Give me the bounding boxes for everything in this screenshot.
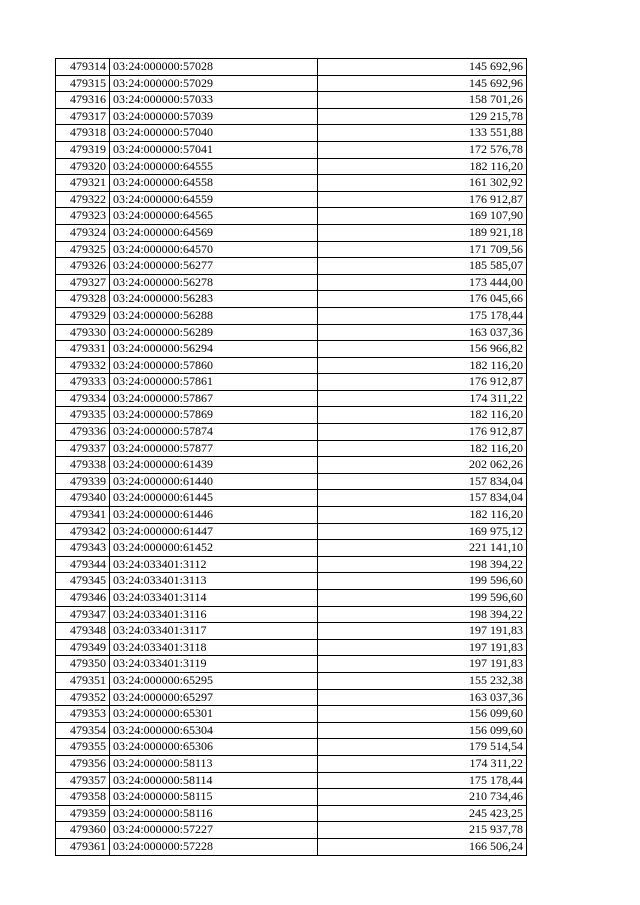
cadastral-value-cell: 158 701,26 xyxy=(318,92,527,109)
cadastral-number-cell: 03:24:000000:61445 xyxy=(110,490,318,507)
table-row xyxy=(56,772,527,789)
cadastral-number-cell: 03:24:000000:65295 xyxy=(110,672,318,689)
cadastral-value-cell: 166 506,24 xyxy=(318,838,527,855)
row-number-cell: 479315 xyxy=(56,75,110,92)
table-row xyxy=(56,324,527,341)
cadastral-value-cell: 198 394,22 xyxy=(318,606,527,623)
row-number-cell: 479333 xyxy=(56,374,110,391)
table-row xyxy=(56,573,527,590)
cadastral-value-cell: 145 692,96 xyxy=(318,59,527,76)
cadastral-number-cell: 03:24:000000:65306 xyxy=(110,739,318,756)
cadastral-value-cell: 172 576,78 xyxy=(318,141,527,158)
table-row xyxy=(56,158,527,175)
cadastral-number-cell: 03:24:000000:56278 xyxy=(110,274,318,291)
table-row xyxy=(56,241,527,258)
cadastral-value-cell: 169 975,12 xyxy=(318,523,527,540)
cadastral-value-cell: 199 596,60 xyxy=(318,573,527,590)
table-row xyxy=(56,689,527,706)
cadastral-number-cell: 03:24:000000:64570 xyxy=(110,241,318,258)
row-number-cell: 479361 xyxy=(56,838,110,855)
row-number-cell: 479325 xyxy=(56,241,110,258)
table-row xyxy=(56,639,527,656)
cadastral-number-cell: 03:24:000000:57867 xyxy=(110,390,318,407)
table-row xyxy=(56,706,527,723)
cadastral-value-cell: 155 232,38 xyxy=(318,672,527,689)
cadastral-number-cell: 03:24:000000:56288 xyxy=(110,307,318,324)
row-number-cell: 479351 xyxy=(56,672,110,689)
cadastral-value-cell: 182 116,20 xyxy=(318,407,527,424)
cadastral-number-cell: 03:24:000000:57041 xyxy=(110,141,318,158)
cadastral-number-cell: 03:24:000000:57040 xyxy=(110,125,318,142)
table-row xyxy=(56,125,527,142)
table-row xyxy=(56,75,527,92)
cadastral-value-cell: 133 551,88 xyxy=(318,125,527,142)
table-row xyxy=(56,440,527,457)
table-row xyxy=(56,208,527,225)
row-number-cell: 479339 xyxy=(56,473,110,490)
cadastral-number-cell: 03:24:000000:57869 xyxy=(110,407,318,424)
cadastral-value-cell: 156 966,82 xyxy=(318,341,527,358)
table-row xyxy=(56,606,527,623)
cadastral-number-cell: 03:24:033401:3117 xyxy=(110,623,318,640)
table-row xyxy=(56,108,527,125)
row-number-cell: 479356 xyxy=(56,755,110,772)
cadastral-value-cell: 182 116,20 xyxy=(318,357,527,374)
cadastral-number-cell: 03:24:000000:61440 xyxy=(110,473,318,490)
cadastral-number-cell: 03:24:000000:58114 xyxy=(110,772,318,789)
cadastral-value-cell: 199 596,60 xyxy=(318,590,527,607)
table-row xyxy=(56,407,527,424)
cadastral-number-cell: 03:24:000000:57860 xyxy=(110,357,318,374)
table-row xyxy=(56,739,527,756)
table-row xyxy=(56,755,527,772)
row-number-cell: 479354 xyxy=(56,722,110,739)
table-body xyxy=(56,59,527,856)
cadastral-value-cell: 176 912,87 xyxy=(318,191,527,208)
row-number-cell: 479337 xyxy=(56,440,110,457)
cadastral-value-cell: 198 394,22 xyxy=(318,556,527,573)
cadastral-value-cell: 173 444,00 xyxy=(318,274,527,291)
row-number-cell: 479359 xyxy=(56,805,110,822)
cadastral-value-cell: 163 037,36 xyxy=(318,324,527,341)
cadastral-value-cell: 161 302,92 xyxy=(318,175,527,192)
row-number-cell: 479352 xyxy=(56,689,110,706)
row-number-cell: 479334 xyxy=(56,390,110,407)
table-row xyxy=(56,59,527,76)
row-number-cell: 479336 xyxy=(56,424,110,441)
table-row xyxy=(56,457,527,474)
cadastral-number-cell: 03:24:000000:57028 xyxy=(110,59,318,76)
table-row xyxy=(56,789,527,806)
table-row xyxy=(56,805,527,822)
table-row xyxy=(56,307,527,324)
cadastral-value-cell: 215 937,78 xyxy=(318,822,527,839)
cadastral-number-cell: 03:24:000000:57874 xyxy=(110,424,318,441)
cadastral-number-cell: 03:24:033401:3118 xyxy=(110,639,318,656)
row-number-cell: 479346 xyxy=(56,590,110,607)
cadastral-number-cell: 03:24:000000:65297 xyxy=(110,689,318,706)
cadastral-number-cell: 03:24:033401:3113 xyxy=(110,573,318,590)
row-number-cell: 479348 xyxy=(56,623,110,640)
table-row xyxy=(56,357,527,374)
cadastral-value-cell: 202 062,26 xyxy=(318,457,527,474)
cadastral-value-cell: 175 178,44 xyxy=(318,307,527,324)
row-number-cell: 479316 xyxy=(56,92,110,109)
cadastral-number-cell: 03:24:033401:3119 xyxy=(110,656,318,673)
row-number-cell: 479314 xyxy=(56,59,110,76)
table-row xyxy=(56,590,527,607)
table-row xyxy=(56,490,527,507)
cadastral-number-cell: 03:24:000000:57861 xyxy=(110,374,318,391)
row-number-cell: 479328 xyxy=(56,291,110,308)
table-row xyxy=(56,556,527,573)
table-row xyxy=(56,191,527,208)
row-number-cell: 479355 xyxy=(56,739,110,756)
row-number-cell: 479335 xyxy=(56,407,110,424)
row-number-cell: 479323 xyxy=(56,208,110,225)
table-row xyxy=(56,92,527,109)
table-row xyxy=(56,291,527,308)
cadastral-value-cell: 189 921,18 xyxy=(318,224,527,241)
table-row xyxy=(56,623,527,640)
row-number-cell: 479350 xyxy=(56,656,110,673)
table-row xyxy=(56,523,527,540)
row-number-cell: 479324 xyxy=(56,224,110,241)
row-number-cell: 479322 xyxy=(56,191,110,208)
cadastral-number-cell: 03:24:000000:56277 xyxy=(110,258,318,275)
row-number-cell: 479320 xyxy=(56,158,110,175)
cadastral-number-cell: 03:24:000000:57877 xyxy=(110,440,318,457)
cadastral-number-cell: 03:24:000000:65304 xyxy=(110,722,318,739)
cadastral-value-cell: 174 311,22 xyxy=(318,390,527,407)
cadastral-value-cell: 197 191,83 xyxy=(318,623,527,640)
cadastral-value-cell: 221 141,10 xyxy=(318,540,527,557)
table-row xyxy=(56,722,527,739)
cadastral-number-cell: 03:24:000000:58115 xyxy=(110,789,318,806)
row-number-cell: 479340 xyxy=(56,490,110,507)
cadastral-value-cell: 210 734,46 xyxy=(318,789,527,806)
cadastral-value-cell: 176 912,87 xyxy=(318,424,527,441)
table-row xyxy=(56,258,527,275)
cadastral-number-cell: 03:24:000000:61447 xyxy=(110,523,318,540)
row-number-cell: 479353 xyxy=(56,706,110,723)
row-number-cell: 479330 xyxy=(56,324,110,341)
row-number-cell: 479326 xyxy=(56,258,110,275)
row-number-cell: 479357 xyxy=(56,772,110,789)
table-row xyxy=(56,656,527,673)
cadastral-value-cell: 179 514,54 xyxy=(318,739,527,756)
row-number-cell: 479331 xyxy=(56,341,110,358)
row-number-cell: 479343 xyxy=(56,540,110,557)
cadastral-value-cell: 182 116,20 xyxy=(318,507,527,524)
cadastral-value-cell: 176 045,66 xyxy=(318,291,527,308)
cadastral-number-cell: 03:24:000000:64569 xyxy=(110,224,318,241)
table-row xyxy=(56,473,527,490)
cadastral-number-cell: 03:24:000000:64555 xyxy=(110,158,318,175)
table-row xyxy=(56,374,527,391)
cadastral-value-cell: 174 311,22 xyxy=(318,755,527,772)
row-number-cell: 479327 xyxy=(56,274,110,291)
cadastral-value-table xyxy=(55,58,527,856)
table-row xyxy=(56,141,527,158)
cadastral-number-cell: 03:24:000000:56283 xyxy=(110,291,318,308)
cadastral-number-cell: 03:24:000000:64558 xyxy=(110,175,318,192)
cadastral-value-cell: 171 709,56 xyxy=(318,241,527,258)
cadastral-value-cell: 185 585,07 xyxy=(318,258,527,275)
table-row xyxy=(56,822,527,839)
cadastral-value-cell: 182 116,20 xyxy=(318,440,527,457)
cadastral-number-cell: 03:24:000000:57029 xyxy=(110,75,318,92)
table-row xyxy=(56,274,527,291)
cadastral-number-cell: 03:24:000000:57039 xyxy=(110,108,318,125)
cadastral-number-cell: 03:24:033401:3114 xyxy=(110,590,318,607)
cadastral-number-cell: 03:24:000000:64565 xyxy=(110,208,318,225)
row-number-cell: 479345 xyxy=(56,573,110,590)
cadastral-value-cell: 163 037,36 xyxy=(318,689,527,706)
row-number-cell: 479317 xyxy=(56,108,110,125)
cadastral-value-cell: 156 099,60 xyxy=(318,706,527,723)
cadastral-value-cell: 197 191,83 xyxy=(318,656,527,673)
cadastral-value-cell: 175 178,44 xyxy=(318,772,527,789)
row-number-cell: 479344 xyxy=(56,556,110,573)
row-number-cell: 479341 xyxy=(56,507,110,524)
table-row xyxy=(56,390,527,407)
row-number-cell: 479358 xyxy=(56,789,110,806)
table-row xyxy=(56,341,527,358)
cadastral-value-cell: 145 692,96 xyxy=(318,75,527,92)
cadastral-value-cell: 156 099,60 xyxy=(318,722,527,739)
row-number-cell: 479319 xyxy=(56,141,110,158)
cadastral-number-cell: 03:24:000000:58113 xyxy=(110,755,318,772)
row-number-cell: 479347 xyxy=(56,606,110,623)
cadastral-value-cell: 157 834,04 xyxy=(318,490,527,507)
row-number-cell: 479360 xyxy=(56,822,110,839)
cadastral-number-cell: 03:24:000000:57033 xyxy=(110,92,318,109)
cadastral-number-cell: 03:24:000000:65301 xyxy=(110,706,318,723)
row-number-cell: 479321 xyxy=(56,175,110,192)
cadastral-value-cell: 245 423,25 xyxy=(318,805,527,822)
cadastral-number-cell: 03:24:000000:56294 xyxy=(110,341,318,358)
cadastral-value-cell: 176 912,87 xyxy=(318,374,527,391)
cadastral-value-cell: 169 107,90 xyxy=(318,208,527,225)
row-number-cell: 479332 xyxy=(56,357,110,374)
cadastral-number-cell: 03:24:000000:61446 xyxy=(110,507,318,524)
table-row xyxy=(56,507,527,524)
cadastral-number-cell: 03:24:000000:58116 xyxy=(110,805,318,822)
cadastral-number-cell: 03:24:000000:56289 xyxy=(110,324,318,341)
cadastral-number-cell: 03:24:000000:57227 xyxy=(110,822,318,839)
cadastral-number-cell: 03:24:000000:57228 xyxy=(110,838,318,855)
row-number-cell: 479342 xyxy=(56,523,110,540)
cadastral-value-cell: 157 834,04 xyxy=(318,473,527,490)
cadastral-number-cell: 03:24:000000:61439 xyxy=(110,457,318,474)
table-row xyxy=(56,838,527,855)
cadastral-value-cell: 182 116,20 xyxy=(318,158,527,175)
row-number-cell: 479349 xyxy=(56,639,110,656)
cadastral-number-cell: 03:24:000000:61452 xyxy=(110,540,318,557)
cadastral-number-cell: 03:24:000000:64559 xyxy=(110,191,318,208)
row-number-cell: 479338 xyxy=(56,457,110,474)
table-row xyxy=(56,540,527,557)
cadastral-number-cell: 03:24:033401:3112 xyxy=(110,556,318,573)
table-row xyxy=(56,224,527,241)
cadastral-value-cell: 129 215,78 xyxy=(318,108,527,125)
cadastral-number-cell: 03:24:033401:3116 xyxy=(110,606,318,623)
row-number-cell: 479318 xyxy=(56,125,110,142)
table-row xyxy=(56,175,527,192)
row-number-cell: 479329 xyxy=(56,307,110,324)
table-row xyxy=(56,672,527,689)
cadastral-value-cell: 197 191,83 xyxy=(318,639,527,656)
table-row xyxy=(56,424,527,441)
